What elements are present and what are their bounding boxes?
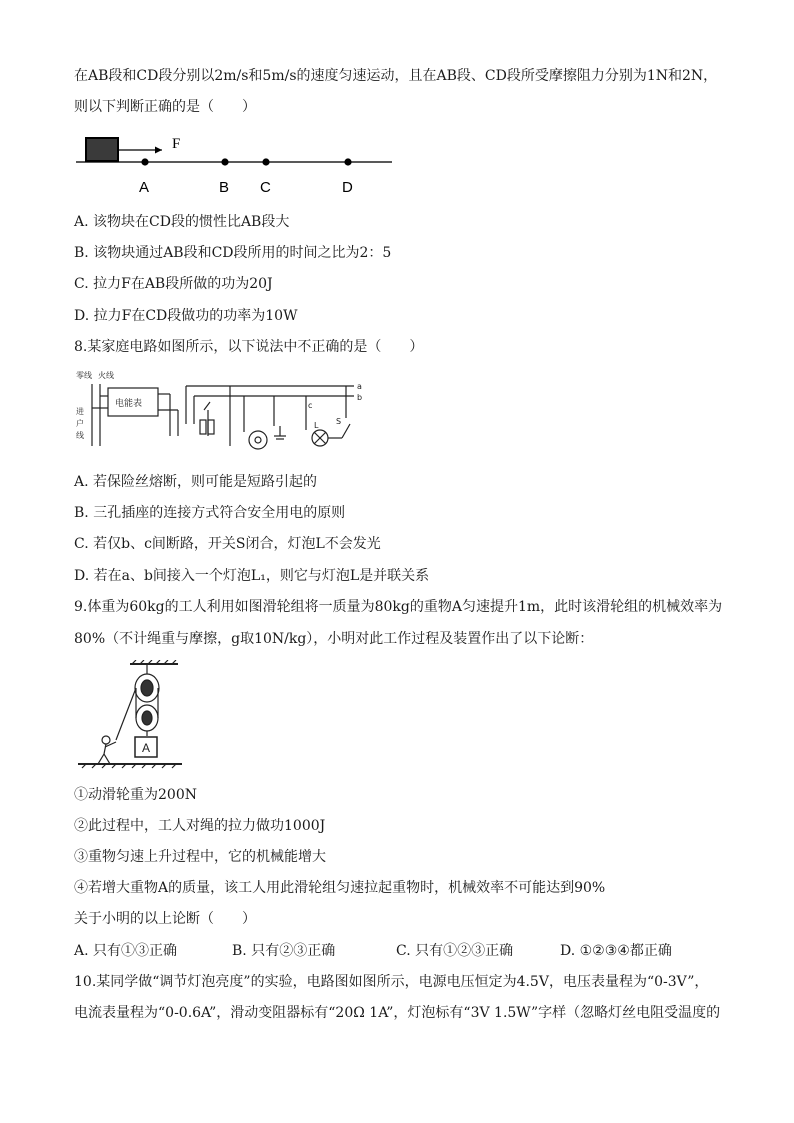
q9-option-b: B. 只有②③正确 — [232, 943, 336, 959]
weight-label: A — [142, 741, 151, 755]
switch-s — [342, 424, 350, 438]
point-b-label: B — [219, 179, 230, 196]
q9-stem-line1: 9.体重为60kg的工人利用如图滑轮组将一质量为80kg的重物A匀速提升1m，此时该滑轮组的机械效率为 — [74, 599, 723, 615]
worker-body — [104, 744, 106, 754]
point-c-label: C — [260, 179, 271, 196]
point-a-dot — [141, 158, 148, 165]
live-label: 火线 — [98, 371, 114, 380]
q8-option-d: D. 若在a、b间接入一个灯泡L₁，则它与灯泡L是并联关系 — [74, 568, 430, 584]
q9-stem-line2: 80%（不计绳重与摩擦，g取10N/kg），小明对此工作过程及装置作出了以下论断： — [74, 631, 594, 647]
q10-stem-line2: 电流表量程为“0-0.6A”，滑动变阻器标有“20Ω 1A”，灯泡标有“3V 1.5W”字样（忽略灯丝电阻受温度的 — [74, 1005, 721, 1021]
rope — [116, 688, 136, 740]
q8-option-a: A. 若保险丝熔断，则可能是短路引起的 — [74, 474, 318, 490]
worker-head — [102, 736, 110, 744]
meter-label: 电能表 — [115, 399, 143, 409]
fuse-2 — [208, 420, 214, 434]
q9-question: 关于小明的以上论断（ ） — [74, 911, 256, 927]
q9-statement-1: ①动滑轮重为200N — [74, 787, 197, 803]
block — [86, 138, 118, 161]
q7-stem-line1: 在AB段和CD段分别以2m/s和5m/s的速度匀速运动，且在AB段、CD段所受摩擦阻力分别为1N和2N， — [74, 68, 718, 84]
q7-option-d: D. 拉力F在CD段做功的功率为10W — [74, 308, 298, 324]
q9-option-a: A. 只有①③正确 — [74, 943, 178, 959]
q9-statement-4: ④若增大重物A的质量，该工人用此滑轮组匀速拉起重物时，机械效率不可能达到90% — [74, 880, 606, 896]
point-a-label: A — [139, 179, 150, 196]
q9-statement-3: ③重物匀速上升过程中，它的机械能增大 — [74, 849, 326, 865]
entry-label-2: 户 — [76, 419, 84, 428]
lamp-label: L — [314, 421, 319, 430]
socket — [249, 431, 267, 449]
q8-option-c: C. 若仅b、c间断路，开关S闭合，灯泡L不会发光 — [74, 536, 381, 552]
fuse-1 — [200, 420, 206, 434]
point-b-dot — [221, 158, 228, 165]
q7-option-c: C. 拉力F在AB段所做的功为20J — [74, 276, 273, 292]
force-label: F — [172, 136, 181, 152]
q8-option-b: B. 三孔插座的连接方式符合安全用电的原则 — [74, 505, 346, 521]
q9-pulley-figure — [74, 660, 186, 774]
wire-b-label: b — [357, 393, 363, 402]
point-c-label: c — [308, 401, 313, 410]
entry-label-3: 线 — [76, 431, 84, 440]
q7-stem-line2: 则以下判断正确的是（ ） — [74, 99, 256, 115]
q7-option-b: B. 该物块通过AB段和CD段所用的时间之比为2：5 — [74, 245, 392, 261]
q7-option-a: A. 该物块在CD段的惯性比AB段大 — [74, 214, 290, 230]
q9-option-d: D. ①②③④都正确 — [560, 943, 672, 959]
switch-main — [204, 402, 210, 410]
force-arrowhead — [155, 147, 162, 154]
q9-statement-2: ②此过程中，工人对绳的拉力做功1000J — [74, 818, 326, 834]
entry-label-1: 进 — [76, 407, 84, 416]
q10-stem-line1: 10.某同学做“调节灯泡亮度”的实验，电路图如图所示，电源电压恒定为4.5V，电压表量程为“0-3V”， — [74, 974, 709, 990]
neutral-label: 零线 — [76, 371, 92, 380]
q9-option-c: C. 只有①②③正确 — [396, 943, 514, 959]
q7-track-figure — [70, 128, 400, 200]
q8-circuit-figure — [74, 366, 374, 468]
switch-label: S — [336, 417, 342, 426]
q8-stem: 8.某家庭电路如图所示，以下说法中不正确的是（ ） — [74, 339, 424, 355]
point-d-label: D — [342, 179, 353, 196]
point-c-dot — [262, 158, 269, 165]
wire-a-label: a — [357, 382, 362, 391]
point-d-dot — [344, 158, 351, 165]
